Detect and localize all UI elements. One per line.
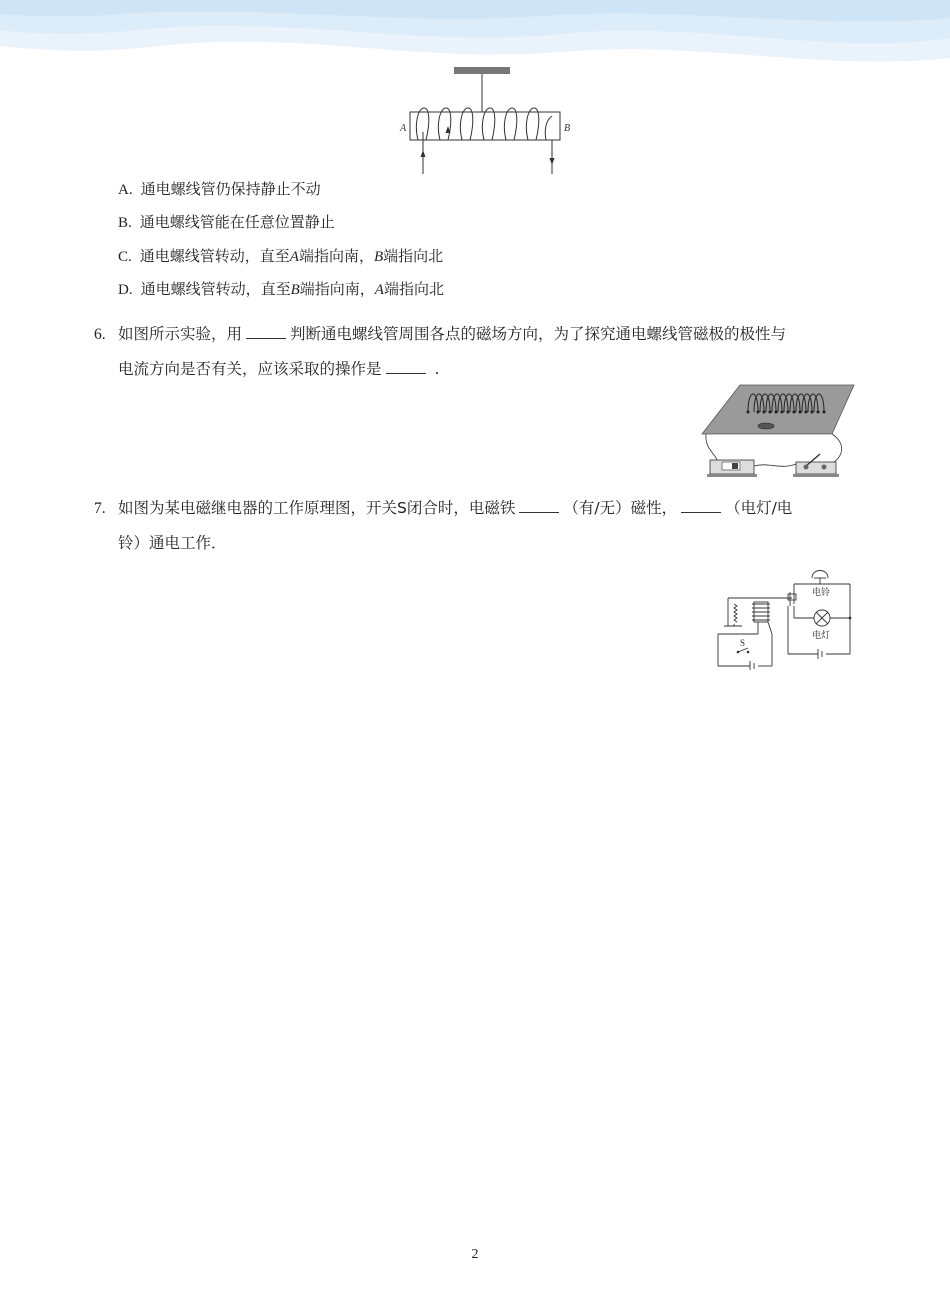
option-key: A.: [118, 182, 133, 198]
switch-icon: [796, 462, 836, 474]
question-7: [94, 491, 854, 560]
option-text: 端指向北: [383, 247, 444, 265]
option-d: [118, 279, 444, 300]
question-text: 铃）通电工作．: [118, 534, 227, 552]
lamp-label: 电灯: [812, 631, 831, 641]
question-text: 电流方向是否有关，应该采取的操作是: [118, 360, 382, 378]
answer-blank[interactable]: [386, 359, 426, 374]
end-label-a: A: [400, 123, 407, 134]
option-key: D.: [118, 282, 133, 298]
answer-blank[interactable]: [519, 498, 559, 513]
bell-label: 电铃: [812, 588, 831, 598]
question-text: （电灯/电: [725, 499, 793, 517]
question-text: 如图所示实验，用: [118, 325, 243, 343]
option-b: [118, 212, 335, 233]
question-number: 7.: [94, 500, 106, 517]
option-text: 端指向南，: [298, 247, 374, 265]
option-c: [118, 246, 443, 267]
end-variable: A: [374, 282, 384, 298]
ceiling-hatch: [454, 67, 510, 74]
answer-blank[interactable]: [681, 498, 721, 513]
end-label-b: B: [564, 123, 571, 134]
question-text: 判断通电螺线管周围各点的磁场方向，为了探究通电螺线管磁极的极性与: [290, 325, 787, 343]
switch-label: S: [740, 638, 746, 648]
option-key: B.: [118, 215, 132, 231]
solenoid-board-figure: [700, 382, 856, 482]
question-text: （有/无）磁性，: [563, 499, 678, 517]
option-text: 通电螺线管转动，直至: [139, 247, 290, 265]
question-text: .: [434, 360, 440, 378]
relay-circuit-figure: [714, 564, 854, 670]
option-a: [118, 179, 321, 200]
option-text: 端指向南，: [299, 280, 375, 298]
question-text: 如图为某电磁继电器的工作原理图，开关S闭合时，电磁铁: [118, 499, 516, 517]
question-number: 6.: [94, 326, 106, 343]
page-number: 2: [471, 1247, 479, 1262]
option-text: 通电螺线管仍保持静止不动: [140, 180, 321, 198]
end-variable: B: [290, 282, 300, 298]
option-text: 通电螺线管转动，直至: [140, 280, 291, 298]
question-6: [94, 317, 854, 386]
end-variable: B: [373, 249, 384, 265]
header-wave-decoration: [0, 0, 950, 70]
option-text: 通电螺线管能在任意位置静止: [139, 213, 335, 231]
answer-blank[interactable]: [246, 324, 286, 339]
compass-icon: [758, 423, 774, 429]
option-key: C.: [118, 249, 132, 265]
suspended-solenoid-figure: [396, 64, 578, 176]
end-variable: A: [289, 249, 299, 265]
option-text: 端指向北: [383, 280, 444, 298]
